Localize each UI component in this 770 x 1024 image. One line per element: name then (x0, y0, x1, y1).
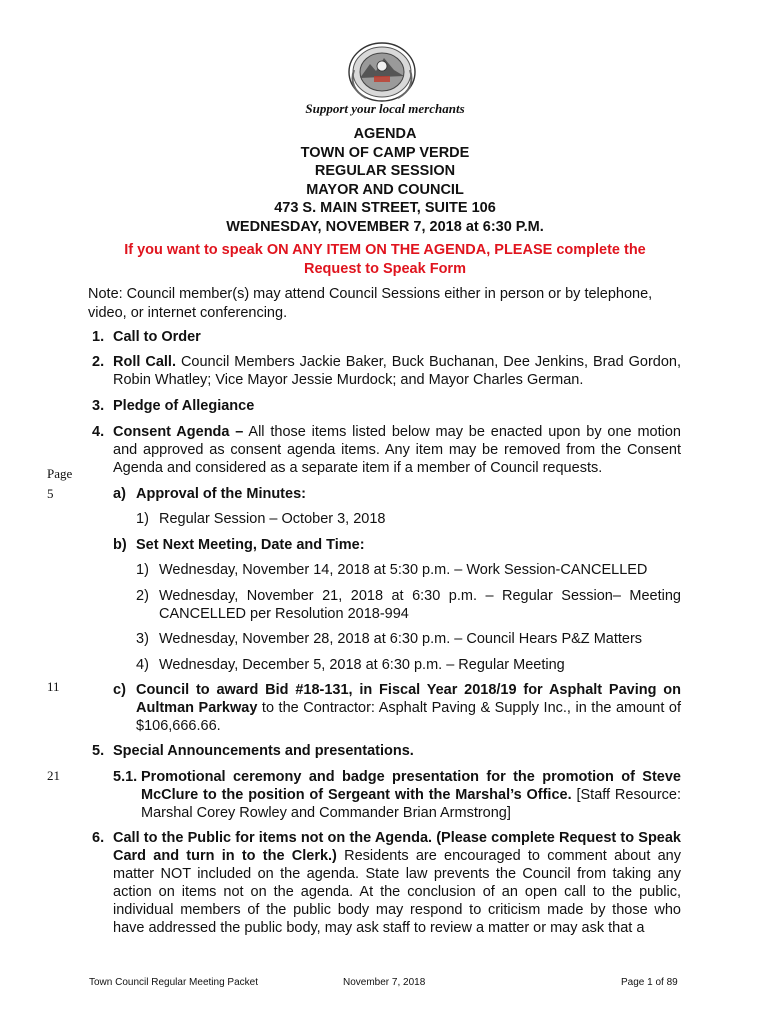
item-number: 1. (92, 329, 105, 345)
item-body (141, 768, 681, 822)
item-body (113, 353, 681, 389)
town-seal-logo (346, 40, 418, 104)
item-number: a) (113, 486, 126, 502)
header-line: MAYOR AND COUNCIL (306, 181, 464, 198)
margin-page-number: 11 (47, 679, 60, 694)
item-number: 4) (136, 657, 149, 673)
item-title: Council to award Bid #18-131, in Fiscal Year 2018/19 for Asphalt Paving on Aultman Parkway (136, 682, 681, 716)
item-title: Pledge of Allegiance (113, 398, 255, 414)
item-title: Call to the Public for items not on the Agenda. (Please complete Request to Speak Card and turn in to the Clerk.) (113, 830, 681, 864)
item-number: 3. (92, 398, 105, 414)
footer-packet-title: Town Council Regular Meeting Packet (89, 977, 258, 988)
item-number: 4. (92, 424, 105, 440)
margin-page-number: 5 (47, 486, 54, 501)
attendance-note: Note: Council member(s) may attend Council Sessions either in person or by telephone, video, or internet conferencing. (88, 286, 653, 321)
item-text: to the Contractor: Asphalt Paving & Supply Inc., in the amount of $106,666.66. (136, 700, 681, 734)
item-title: Consent Agenda – (113, 424, 244, 440)
item-body (113, 423, 681, 477)
item-number: 5. (92, 743, 105, 759)
item-number: c) (113, 682, 126, 698)
header-line: AGENDA (353, 126, 417, 142)
item-text: Regular Session – October 3, 2018 (159, 511, 386, 527)
header-line: WEDNESDAY, NOVEMBER 7, 2018 at 6:30 P.M. (226, 218, 544, 235)
item-text: Wednesday, November 28, 2018 at 6:30 p.m. – Council Hears P&Z Matters (159, 631, 643, 647)
item-number: b) (113, 537, 127, 553)
item-number: 3) (136, 631, 149, 647)
item-number: 1) (136, 511, 149, 527)
item-text: Wednesday, December 5, 2018 at 6:30 p.m. – Regular Meeting (159, 657, 565, 673)
header-line: REGULAR SESSION (314, 163, 456, 179)
item-title: Set Next Meeting, Date and Time: (136, 537, 365, 553)
item-text: [Staff Resource: Marshal Corey Rowley and Commander Brian Armstrong] (141, 787, 681, 821)
footer-date: November 7, 2018 (343, 977, 426, 988)
item-number: 2. (92, 354, 105, 370)
item-text: Wednesday, November 14, 2018 at 5:30 p.m. – Work Session-CANCELLED (159, 562, 648, 578)
item-title: Call to Order (113, 329, 201, 345)
agenda-header (0, 125, 770, 236)
item-body (113, 829, 681, 937)
item-text: All those items listed below may be enacted upon by one motion and approved as consent agenda items. Any item may be removed from the Consent Agenda and considered as a separate item if a member of Council requests. (113, 424, 681, 476)
item-text: Council Members Jackie Baker, Buck Buchanan, Dee Jenkins, Brad Gordon, Robin Whatley; Vice Mayor Jessie Murdock; and Mayor Charles German. (113, 354, 681, 388)
item-title: Promotional ceremony and badge presentation for the promotion of Steve McClure to the position of Sergeant with the Marshal’s Office. (141, 769, 681, 803)
tagline: Support your local merchants (305, 101, 465, 116)
item-body (136, 681, 681, 735)
margin-page-number: 21 (47, 768, 60, 783)
speak-request-notice: If you want to speak ON ANY ITEM ON THE AGENDA, PLEASE complete the Request to Speak Form (124, 242, 646, 277)
item-text: Wednesday, November 21, 2018 at 6:30 p.m. – Regular Session– Meeting CANCELLED per Resolution 2018-994 (159, 588, 681, 622)
item-number: 1) (136, 562, 149, 578)
header-line: 473 S. MAIN STREET, SUITE 106 (274, 200, 496, 216)
header-line: TOWN OF CAMP VERDE (300, 144, 470, 161)
item-title: Roll Call. (113, 354, 176, 370)
item-number: 5.1. (113, 769, 138, 785)
item-number: 6. (92, 830, 105, 846)
item-title: Special Announcements and presentations. (113, 743, 414, 759)
footer-page-number: Page 1 of 89 (621, 977, 678, 988)
item-number: 2) (136, 588, 149, 604)
item-title: Approval of the Minutes: (136, 486, 306, 502)
item-text: Residents are encouraged to comment about any matter NOT included on the agenda. State law prevents the Council from taking any action on items not on the agenda. At the conclusion of an open call to the public, individual members of the public body may respond to criticism made by those who have addressed the public body, may ask staff to review a matter or may ask that a (113, 848, 681, 936)
margin-page-label: Page (47, 466, 73, 481)
